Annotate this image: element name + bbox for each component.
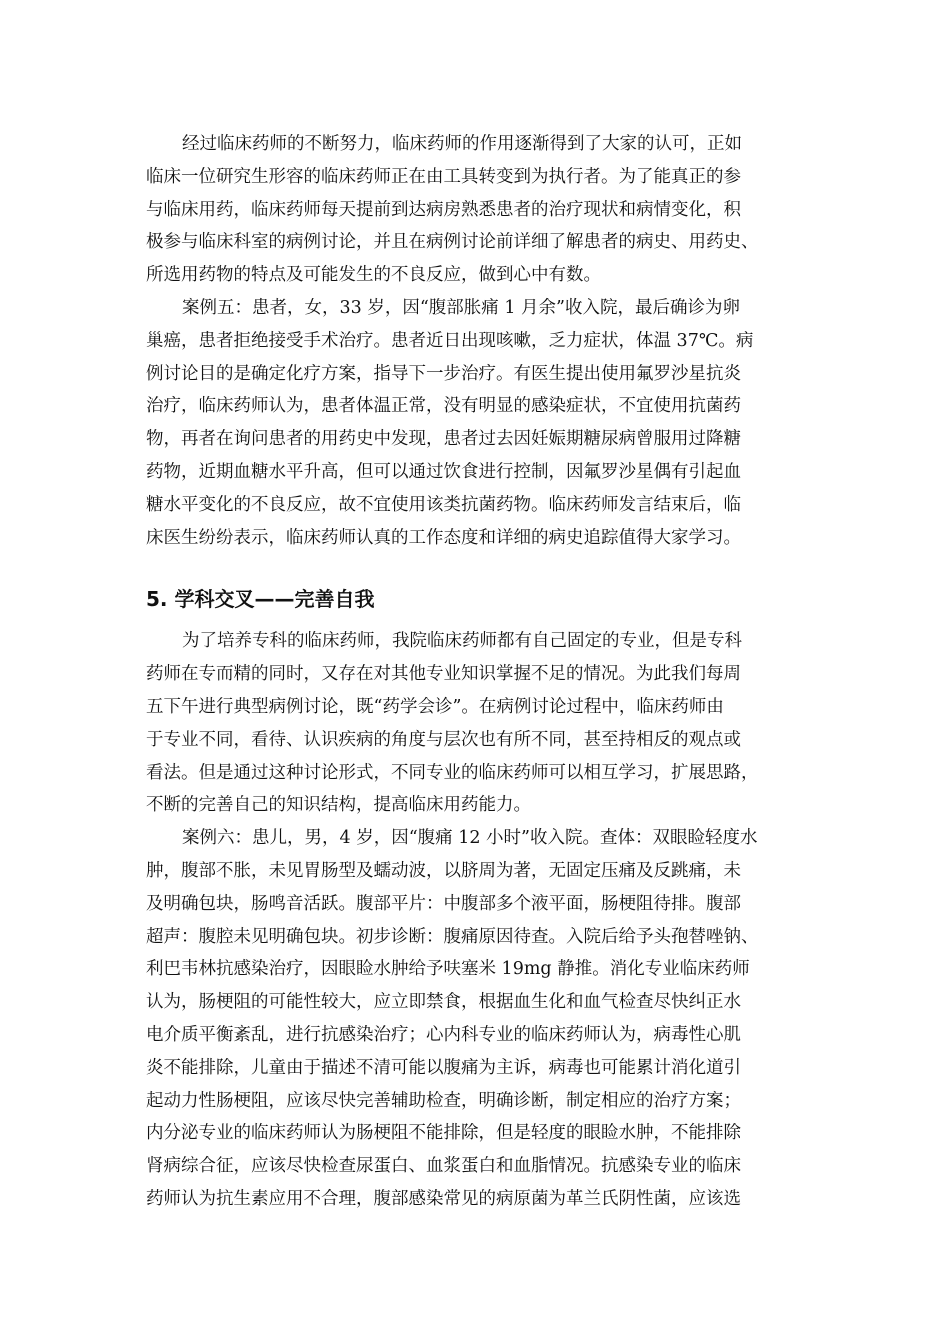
text-line: 不断的完善自己的知识结构，提高临床用药能力。 — [146, 795, 531, 816]
text-line: 案例六：患儿，男，4 岁，因“腹痛 12 小时”收入院。查体：双眼睑轻度水 — [182, 828, 758, 849]
section-heading: 5. 学科交叉——完善自我 — [146, 587, 375, 612]
document-body — [146, 128, 804, 1216]
paragraph-specialist-training — [146, 625, 804, 822]
text-line: 电介质平衡紊乱，进行抗感染治疗；心内科专业的临床药师认为，病毒性心肌 — [146, 1024, 741, 1045]
paragraph-case-five — [146, 292, 804, 554]
text-line: 为了培养专科的临床药师，我院临床药师都有自己固定的专业，但是专科 — [182, 631, 742, 652]
text-line: 床医生纷纷表示，临床药师认真的工作态度和详细的病史追踪值得大家学习。 — [146, 527, 741, 548]
text-line: 看法。但是通过这种讨论形式，不同专业的临床药师可以相互学习，扩展思路， — [146, 762, 759, 783]
text-line: 起动力性肠梗阻，应该尽快完善辅助检查，明确诊断，制定相应的治疗方案； — [146, 1090, 741, 1111]
paragraph-case-six — [146, 822, 804, 1216]
text-line: 内分泌专业的临床药师认为肠梗阻不能排除，但是轻度的眼睑水肿，不能排除 — [146, 1123, 741, 1144]
text-line: 肿，腹部不胀，未见胃肠型及蠕动波，以脐周为著，无固定压痛及反跳痛，未 — [146, 860, 741, 881]
text-line: 药物，近期血糖水平升高，但可以通过饮食进行控制，因氟罗沙星偶有引起血 — [146, 461, 741, 482]
text-line: 糖水平变化的不良反应，故不宜使用该类抗菌药物。临床药师发言结束后，临 — [146, 494, 741, 515]
text-line: 于专业不同，看待、认识疾病的角度与层次也有所不同，甚至持相反的观点或 — [146, 729, 741, 750]
text-line: 极参与临床科室的病例讨论，并且在病例讨论前详细了解患者的病史、用药史、 — [146, 232, 759, 253]
text-line: 经过临床药师的不断努力，临床药师的作用逐渐得到了大家的认可，正如 — [182, 134, 742, 154]
text-line: 认为，肠梗阻的可能性较大，应立即禁食，根据血生化和血气检查尽快纠正水 — [146, 992, 741, 1013]
text-line: 巢癌，患者拒绝接受手术治疗。患者近日出现咳嗽，乏力症状，体温 37℃。病 — [146, 330, 754, 351]
text-line: 药师在专而精的同时，又存在对其他专业知识掌握不足的情况。为此我们每周 — [146, 664, 741, 685]
paragraph-pharmacist-role — [146, 128, 804, 292]
text-line: 例讨论目的是确定化疗方案，指导下一步治疗。有医生提出使用氟罗沙星抗炎 — [146, 363, 741, 384]
text-line: 五下午进行典型病例讨论，既“药学会诊”。在病例讨论过程中，临床药师由 — [146, 696, 724, 717]
text-line: 超声：腹腔未见明确包块。初步诊断：腹痛原因待查。入院后给予头孢替唑钠、 — [146, 926, 759, 947]
text-line: 与临床用药，临床药师每天提前到达病房熟悉患者的治疗现状和病情变化，积 — [146, 199, 741, 220]
text-line: 物，再者在询问患者的用药史中发现，患者过去因妊娠期糖尿病曾服用过降糖 — [146, 429, 741, 450]
text-line: 所选用药物的特点及可能发生的不良反应，做到心中有数。 — [146, 265, 601, 286]
text-line: 及明确包块，肠鸣音活跃。腹部平片：中腹部多个液平面，肠梗阻待排。腹部 — [146, 893, 741, 914]
text-line: 利巴韦林抗感染治疗，因眼睑水肿给予呋塞米 19mg 静推。消化专业临床药师 — [146, 959, 750, 980]
text-line: 肾病综合征，应该尽快检查尿蛋白、血浆蛋白和血脂情况。抗感染专业的临床 — [146, 1156, 741, 1177]
text-line: 案例五：患者，女，33 岁，因“腹部胀痛 1 月余”收入院，最后确诊为卵 — [182, 297, 740, 318]
text-line: 药师认为抗生素应用不合理，腹部感染常见的病原菌为革兰氏阴性菌，应该选 — [146, 1188, 741, 1209]
text-line: 炎不能排除，儿童由于描述不清可能以腹痛为主诉，病毒也可能累计消化道引 — [146, 1057, 741, 1078]
text-line: 治疗，临床药师认为，患者体温正常，没有明显的感染症状，不宜使用抗菌药 — [146, 396, 741, 417]
text-line: 临床一位研究生形容的临床药师正在由工具转变到为执行者。为了能真正的参 — [146, 166, 741, 187]
